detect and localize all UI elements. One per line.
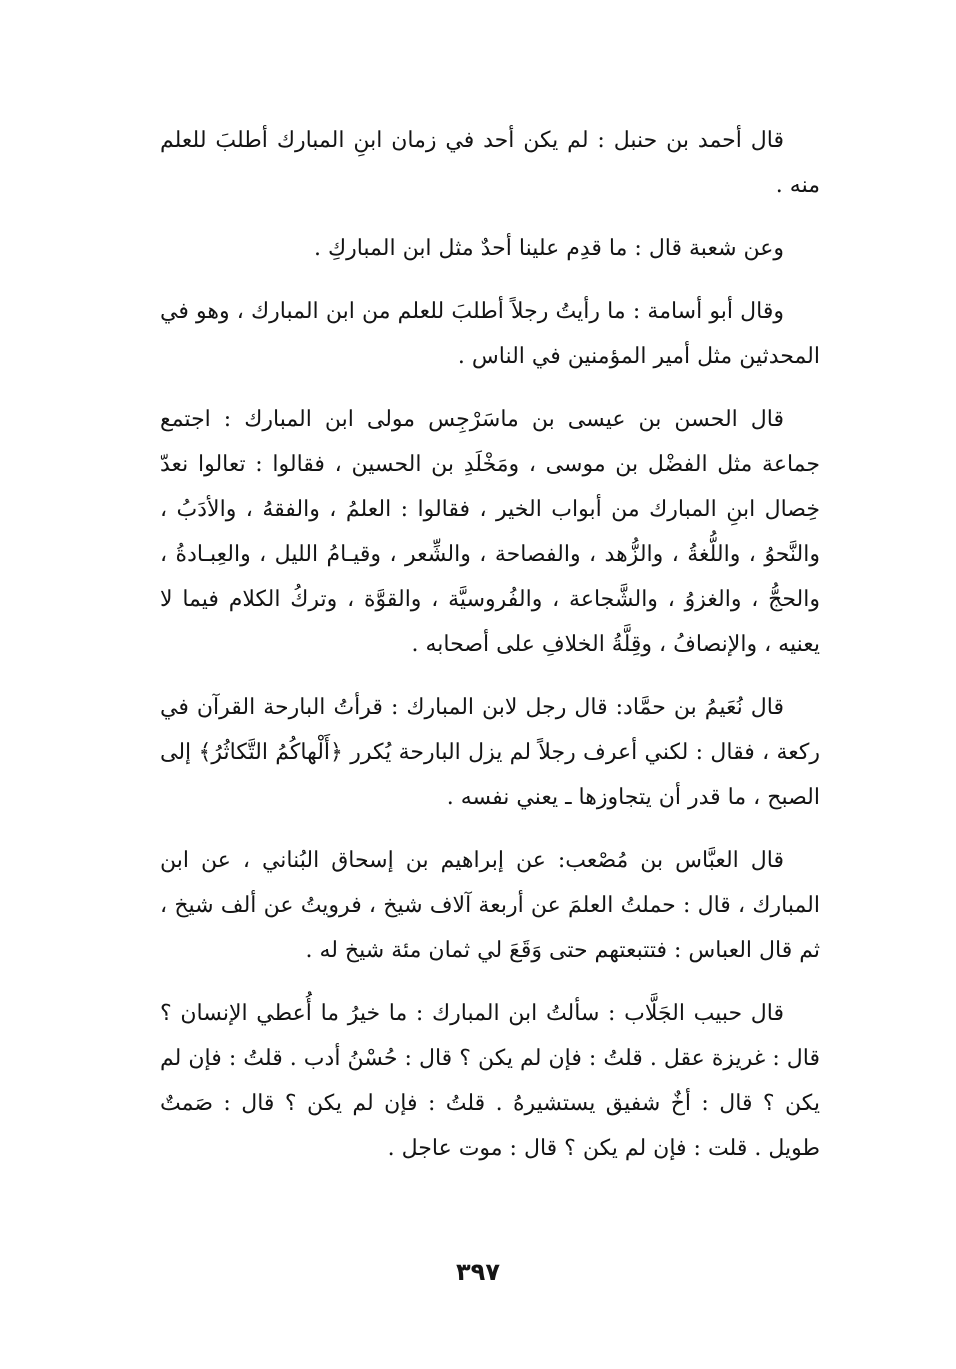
page-number: ٣٩٧ [456, 1258, 500, 1286]
paragraph-abbas-ibn-musab: قال العبَّاس بن مُصْعب: عن إبراهيم بن إسحاق البُناني ، عن ابن المبارك ، قال : حملتُ العلمَ عن أربعة آلاف شيخ ، فرويتُ عن ألف شيخ ، ثم قال العباس : فتتبعتهم حتى وَقَعَ لي ثمان مئة شيخ له . [160, 848, 820, 963]
paragraph-ahmad-ibn-hanbal: قال أحمد بن حنبل : لم يكن أحد في زمان ابنِ المبارك أطلبَ للعلم منه . [160, 128, 820, 198]
paragraph-nuaym-ibn-hammad: قال نُعَيمُ بن حمَّاد: قال رجل لابن المبارك : قرأتُ البارحة القرآن في ركعة ، فقال : لكني أعرف رجلاً لم يزل البارحة يُكرر ﴿أَلْهاكُمُ التَّكاثُرُ﴾ إلى الصبح ، ما قدر أن يتجاوزها ـ يعني نفسه . [160, 695, 820, 810]
paragraph-shuba: وعن شعبة قال : ما قدِم علينا أحدٌ مثل ابن المباركِ . [313, 236, 784, 261]
paragraph-habib-al-jallab: قال حبيب الجَلَّاب : سألتُ ابن المبارك : ما خيرُ ما أُعطي الإنسان ؟ قال : غريزة عقل . قلتُ : فإن لم يكن ؟ قال : حُسْنُ أدب . قلتُ : فإن لم يكن ؟ قال : أخٌ شفيق يستشيرهُ . قلتُ : فإن لم يكن ؟ قال : صَمتٌ طويل . قلت : فإن لم يكن ؟ قال : موت عاجل . [160, 1001, 820, 1161]
paragraph-abu-usama: وقال أبو أسامة : ما رأيتُ رجلاً أطلبَ للعلم من ابن المبارك ، وهو في المحدثين مثل أمير المؤمنين في الناس . [160, 299, 820, 369]
page-body-text [160, 118, 820, 1189]
paragraph-hasan-ibn-isa: قال الحسن بن عيسى بن ماسَرْجِس مولى ابن المبارك : اجتمع جماعة مثل الفضْل بن موسى ، ومَخْلَدِ بن الحسين ، فقالوا : تعالوا نعدّ خِصال ابنِ المبارك من أبواب الخير ، فقالوا : العلمُ ، والفقهُ ، والأدَبُ ، والنَّحوُ ، واللُّغةُ ، والزُّهد ، والفصاحة ، والشِّعر ، وقيـامُ الليل ، والعِبـادةُ ، والحجُّ ، والغزوُ ، والشَّجاعة ، والفُروسيَّة ، والقوَّة ، وتركُ الكلام فيما لا يعنيه ، والإنصافُ ، وقِلَّةُ الخلافِ على أصحابه . [160, 407, 820, 657]
